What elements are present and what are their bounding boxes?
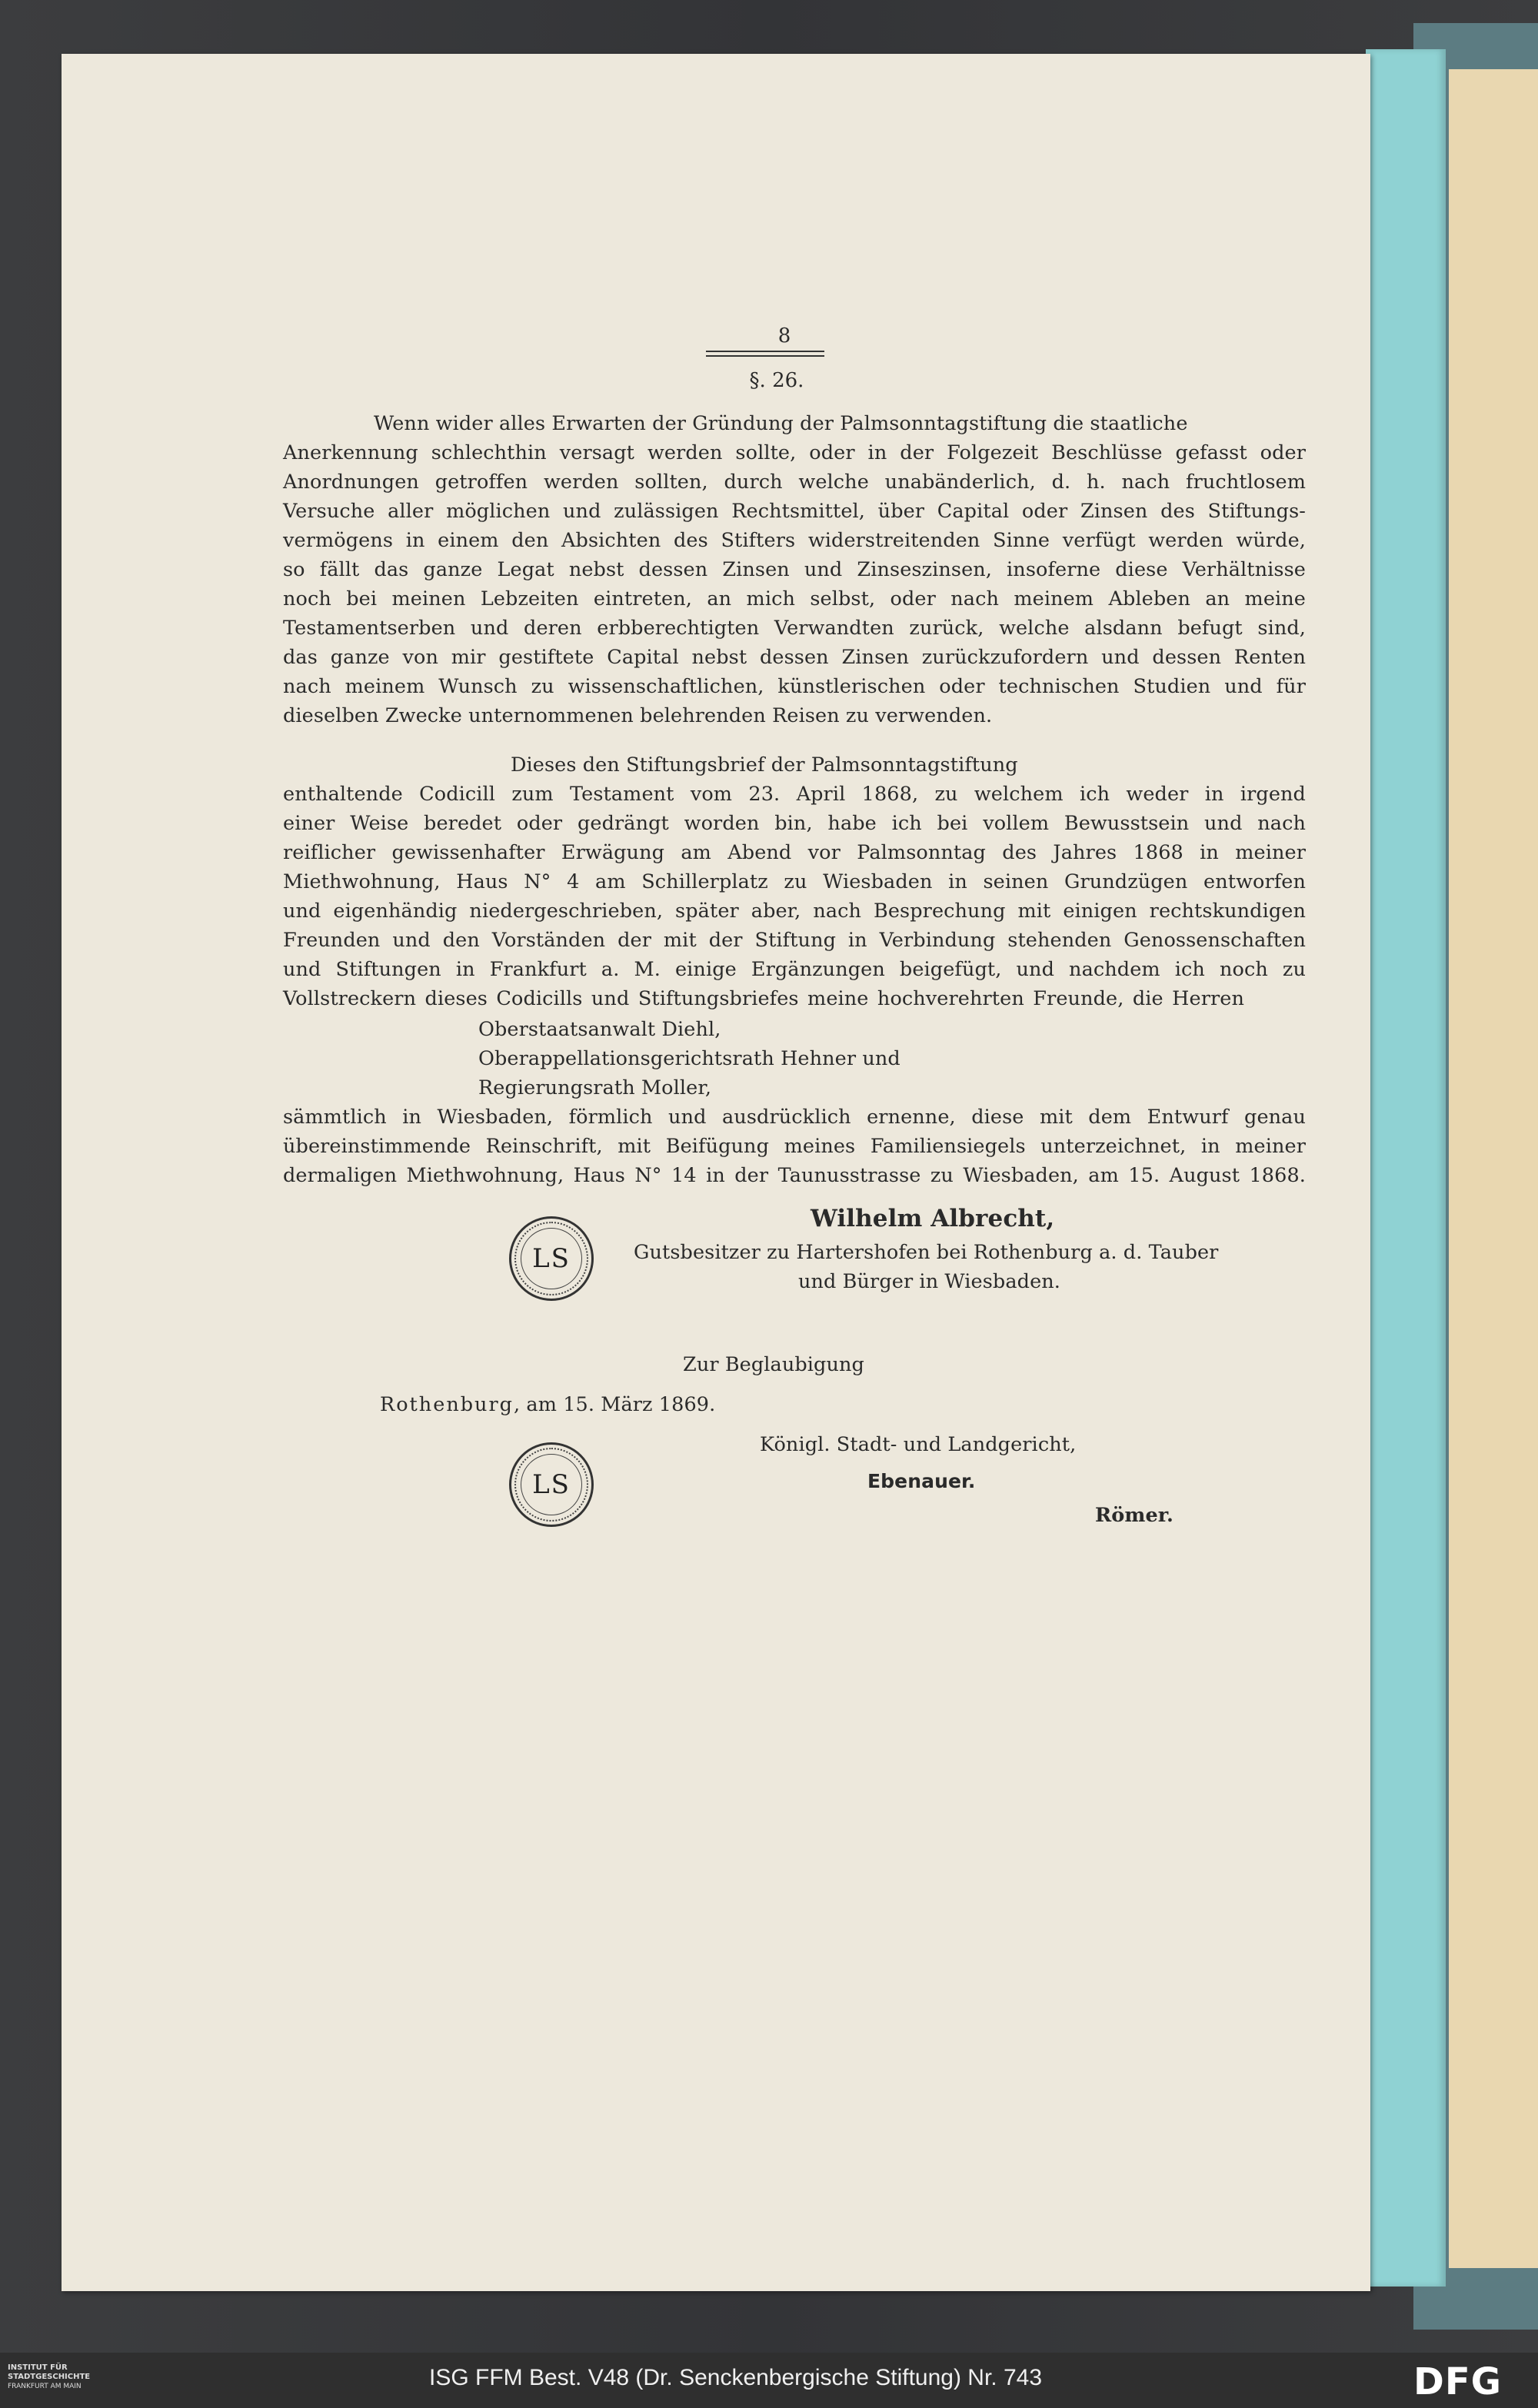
document-page (62, 54, 1370, 2291)
paragraph-line: Testamentserben und deren erbberechtigten Verwandten zurück, welche alsdann befugt sind, (283, 617, 1306, 640)
executor-name: Oberappellationsgerichtsrath Hehner und (478, 1047, 900, 1070)
signatory-title: und Bürger in Wiesbaden. (798, 1270, 1060, 1293)
institute-logo-line: INSTITUT FÜR (8, 2363, 68, 2372)
seal-label: LS (532, 1243, 571, 1274)
archive-caption: ISG FFM Best. V48 (Dr. Senckenbergische Stiftung) Nr. 743 (429, 2365, 1043, 2390)
executor-name: Regierungsrath Moller, (478, 1076, 712, 1099)
paragraph-line: nach meinem Wunsch zu wissenschaftlichen, künstlerischen oder technischen Studien und für (283, 675, 1306, 698)
paragraph-line: Miethwohnung, Haus N° 4 am Schillerplatz zu Wiesbaden in seinen Grundzügen entworfen (283, 870, 1306, 893)
signatory-name: Wilhelm Albrecht, (811, 1205, 1055, 1232)
paragraph-line: Vollstreckern dieses Codicills und Stiftungsbriefes meine hochverehrten Freunde, die Herren (283, 987, 1244, 1010)
paragraph-line: Versuche aller möglichen und zulässigen Rechtsmittel, über Capital oder Zinsen des Stiftungs- (283, 500, 1306, 523)
paragraph-line: noch bei meinen Lebzeiten eintreten, an mich selbst, oder nach meinem Ableben an meine (283, 587, 1306, 610)
certifier-name: Ebenauer. (867, 1470, 976, 1492)
paragraph-line: so fällt das ganze Legat nebst dessen Zinsen und Zinseszinsen, insoferne diese Verhältnisse (283, 558, 1306, 581)
institute-logo (8, 2363, 90, 2391)
paragraph-line: reiflicher gewissenhafter Erwägung am Abend vor Palmsonntag des Jahres 1868 in meiner (283, 841, 1306, 864)
paragraph-line: vermögens in einem den Absichten des Stifters widerstreitenden Sinne verfügt werden würde, (283, 529, 1306, 552)
seal-label: LS (532, 1469, 571, 1500)
certifier-name: Römer. (1095, 1504, 1173, 1527)
paragraph-line: Freunden und den Vorständen der mit der Stiftung in Verbindung stehenden Genossenschaften (283, 929, 1306, 952)
paragraph-line: dermaligen Miethwohnung, Haus N° 14 in der Taunusstrasse zu Wiesbaden, am 15. August 1868. (283, 1164, 1306, 1187)
paragraph-line: Anordnungen getroffen werden sollten, durch welche unabänderlich, d. h. nach fruchtlosem (283, 471, 1306, 494)
teal-binding-strip (1366, 49, 1446, 2287)
paragraph-heading: Dieses den Stiftungsbrief der Palmsonntagstiftung (511, 753, 1018, 777)
certification-place: Rothenburg (380, 1393, 514, 1416)
paragraph-line: übereinstimmende Reinschrift, mit Beifügung meines Familiensiegels unterzeichnet, in meiner (283, 1135, 1306, 1158)
dfg-logo: DFG (1413, 2360, 1503, 2403)
paragraph-line: das ganze von mir gestiftete Capital nebst dessen Zinsen zurückzufordern und dessen Renten (283, 646, 1306, 669)
certification-heading: Zur Beglaubigung (683, 1353, 864, 1376)
page-number: 8 (777, 324, 791, 348)
double-rule-top (706, 351, 824, 352)
institute-logo-line: FRANKFURT AM MAIN (8, 2383, 82, 2390)
paragraph-line: enthaltende Codicill zum Testament vom 23. April 1868, zu welchem ich weder in irgend (283, 783, 1306, 806)
court-name: Königl. Stadt- und Landgericht, (760, 1433, 1077, 1456)
executor-name: Oberstaatsanwalt Diehl, (478, 1018, 721, 1041)
certification-date: , am 15. März 1869. (514, 1393, 716, 1416)
institute-logo-line: STADTGESCHICHTE (8, 2373, 91, 2381)
paragraph-line: und eigenhändig niedergeschrieben, später aber, nach Besprechung mit einigen rechtskundigen (283, 900, 1306, 923)
signatory-title: Gutsbesitzer zu Hartershofen bei Rothenburg a. d. Tauber (634, 1241, 1219, 1264)
certification-place-date (380, 1390, 715, 1419)
paragraph-line: und Stiftungen in Frankfurt a. M. einige Ergänzungen beigefügt, und nachdem ich noch zu (283, 958, 1306, 981)
section-heading: §. 26. (749, 369, 804, 392)
paragraph-line: sämmtlich in Wiesbaden, förmlich und ausdrücklich ernenne, diese mit dem Entwurf genau (283, 1106, 1306, 1129)
folder-inner-paper (1449, 69, 1538, 2268)
paragraph-line: Wenn wider alles Erwarten der Gründung der Palmsonntagstiftung die staatliche (374, 412, 1188, 435)
paragraph-line: dieselben Zwecke unternommenen belehrenden Reisen zu verwenden. (283, 704, 993, 727)
viewer-footer (0, 2353, 1538, 2408)
court-seal (509, 1442, 594, 1527)
paragraph-line: einer Weise beredet oder gedrängt worden bin, habe ich bei vollem Bewusstsein und nach (283, 812, 1306, 835)
family-seal (509, 1216, 594, 1301)
double-rule-bottom (706, 355, 824, 357)
paragraph-line: Anerkennung schlechthin versagt werden sollte, oder in der Folgezeit Beschlüsse gefasst oder (283, 441, 1306, 464)
